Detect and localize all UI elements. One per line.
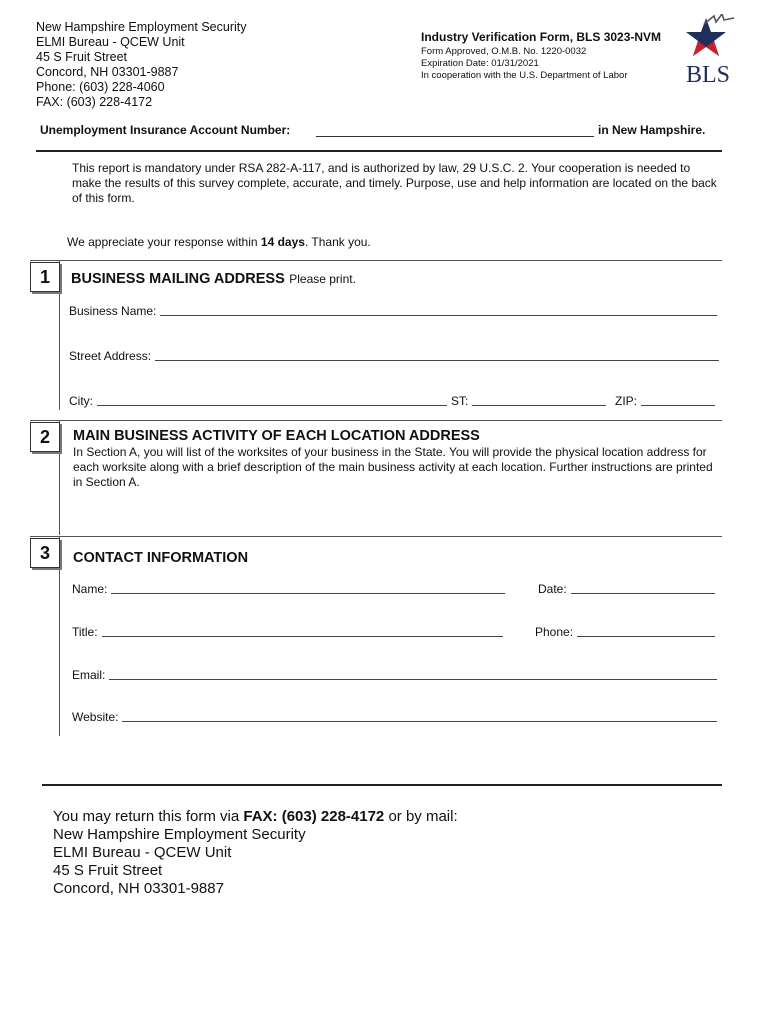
agency-street: 45 S Fruit Street xyxy=(36,50,128,64)
zip-label: ZIP: xyxy=(615,394,638,408)
return-unit: ELMI Bureau - QCEW Unit xyxy=(53,844,232,861)
top-divider xyxy=(36,150,722,152)
form-expiration: Expiration Date: 01/31/2021 xyxy=(421,58,539,69)
appreciate-days: 14 days xyxy=(260,235,305,249)
section3-title: CONTACT INFORMATION xyxy=(73,550,249,566)
return-fax: FAX: (603) 228-4172 xyxy=(243,808,385,825)
state-label: ST: xyxy=(451,394,469,408)
city-label: City: xyxy=(69,394,93,408)
return-post: or by mail: xyxy=(384,808,458,825)
form-approved: Form Approved, O.M.B. No. 1220-0032 xyxy=(421,46,587,57)
contact-name-label: Name: xyxy=(72,582,108,596)
contact-name-field[interactable] xyxy=(72,580,505,596)
bls-logo xyxy=(684,14,740,88)
contact-website-label: Website: xyxy=(72,710,119,724)
contact-phone-field[interactable] xyxy=(535,623,715,639)
contact-phone-label: Phone: xyxy=(535,625,574,639)
business-name-field[interactable] xyxy=(69,302,717,318)
ui-account-input-line[interactable] xyxy=(316,136,594,137)
ui-account-label: Unemployment Insurance Account Number: xyxy=(40,123,291,137)
contact-title-label: Title: xyxy=(72,625,98,639)
contact-email-label: Email: xyxy=(72,668,106,682)
contact-date-label: Date: xyxy=(538,582,567,596)
agency-city: Concord, NH 03301-9887 xyxy=(36,65,179,79)
agency-unit: ELMI Bureau - QCEW Unit xyxy=(36,35,185,49)
bls-logo-text: BLS xyxy=(686,62,731,88)
business-name-label: Business Name: xyxy=(69,304,157,318)
section1-subtitle: Please print. xyxy=(289,272,356,286)
contact-title-field[interactable] xyxy=(72,623,503,639)
agency-fax: FAX: (603) 228-4172 xyxy=(36,95,153,109)
section3-number: 3 xyxy=(30,538,60,568)
form-title: Industry Verification Form, BLS 3023-NVM xyxy=(421,30,662,44)
section2-number: 2 xyxy=(30,422,60,452)
section3-divider xyxy=(30,536,722,537)
appreciate-text xyxy=(67,235,371,250)
form-cooperation: In cooperation with the U.S. Department of Labor xyxy=(421,70,628,81)
intro-text: This report is mandatory under RSA 282-A-117, and is authorized by law, 29 U.S.C. 2. Your cooperation is needed to make the results of this survey complete, accurate, and timely. Purpose, use and help information are located on the back of this form. xyxy=(72,161,717,205)
zip-field[interactable] xyxy=(615,392,715,408)
return-street: 45 S Fruit Street xyxy=(53,862,163,879)
section1-divider xyxy=(30,260,722,261)
contact-website-field[interactable] xyxy=(72,708,717,724)
agency-phone: Phone: (603) 228-4060 xyxy=(36,80,165,94)
agency-address xyxy=(36,20,247,110)
bottom-divider xyxy=(42,784,722,786)
appreciate-pre: We appreciate your response within xyxy=(67,235,261,249)
section2-title: MAIN BUSINESS ACTIVITY OF EACH LOCATION ADDRESS xyxy=(73,428,480,444)
return-instructions xyxy=(53,808,693,898)
section1-title: BUSINESS MAILING ADDRESS xyxy=(71,271,285,287)
ui-account-suffix: in New Hampshire. xyxy=(598,123,706,137)
city-field[interactable] xyxy=(69,392,447,408)
section1-number: 1 xyxy=(30,262,60,292)
form-header xyxy=(421,30,661,82)
section2-divider xyxy=(30,420,722,421)
return-city: Concord, NH 03301-9887 xyxy=(53,880,224,897)
agency-name: New Hampshire Employment Security xyxy=(36,20,247,34)
bls-star-logo-icon xyxy=(684,14,740,66)
street-address-label: Street Address: xyxy=(69,349,152,363)
section1-heading xyxy=(71,270,356,288)
appreciate-post: . Thank you. xyxy=(304,235,371,249)
return-line xyxy=(53,808,693,826)
section2-text: In Section A, you will list of the worksites of your business in the State. You will provide the physical location address for each worksite along with a brief description of the main business activity at each location. Further instructions are printed in Section A. xyxy=(73,445,713,489)
return-pre: You may return this form via xyxy=(53,808,244,825)
return-agency: New Hampshire Employment Security xyxy=(53,826,306,843)
contact-email-field[interactable] xyxy=(72,666,717,682)
street-address-field[interactable] xyxy=(69,347,719,363)
state-field[interactable] xyxy=(451,392,606,408)
contact-date-field[interactable] xyxy=(538,580,715,596)
